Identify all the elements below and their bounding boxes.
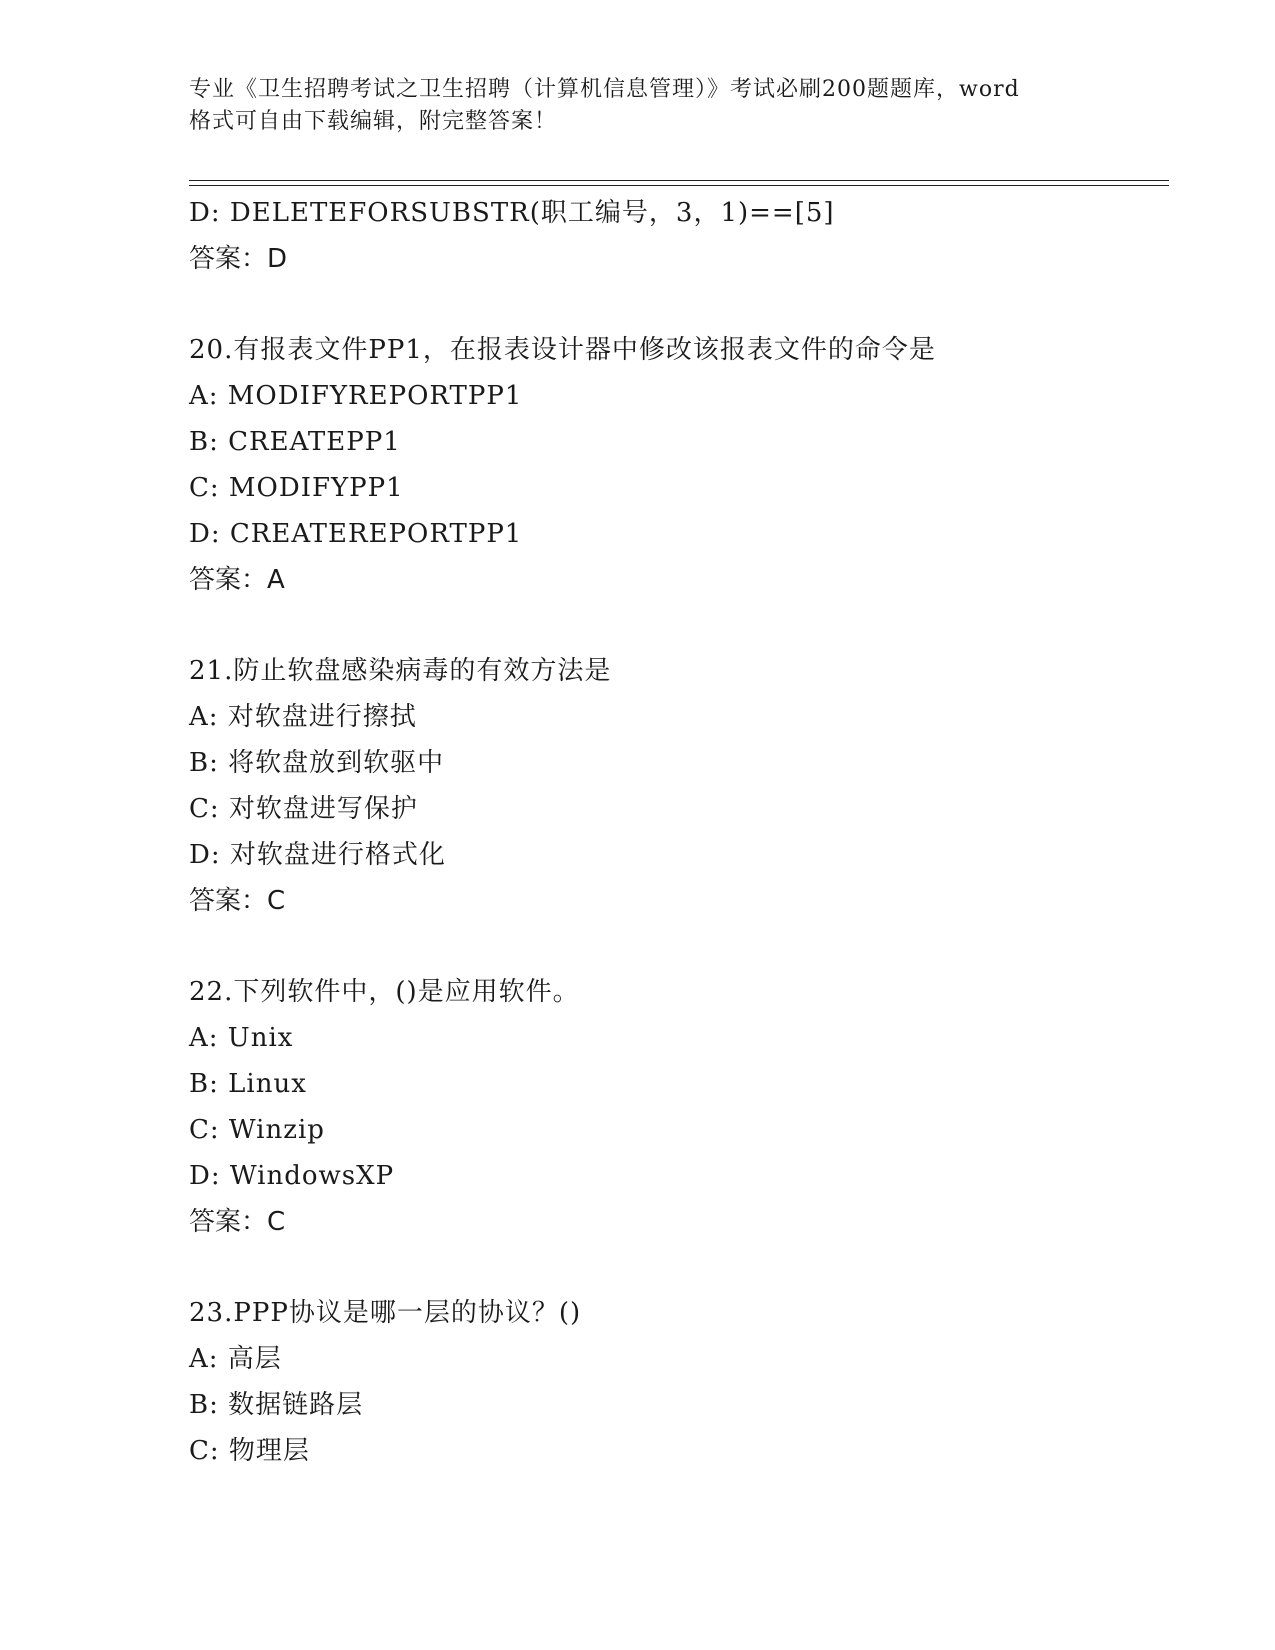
question-stem: 21.防止软盘感染病毒的有效方法是 [189, 656, 612, 686]
answer-line: 答案：C [189, 1207, 286, 1237]
option-a: A: Unix [189, 1023, 294, 1053]
question-22 [189, 969, 1169, 1245]
question-21 [189, 648, 1169, 924]
option-c: C: MODIFYPP1 [189, 473, 404, 503]
option-d: D: 对软盘进行格式化 [189, 840, 446, 870]
option-b: B: Linux [189, 1069, 307, 1099]
option-c: C: Winzip [189, 1115, 325, 1145]
header-divider-top [189, 180, 1169, 181]
question-stem: 20.有报表文件PP1，在报表设计器中修改该报表文件的命令是 [189, 335, 936, 365]
header-divider-bottom [189, 185, 1169, 186]
answer-line: 答案：A [189, 565, 285, 595]
question-23 [189, 1290, 1169, 1474]
question-20 [189, 327, 1169, 603]
option-a: A: 高层 [189, 1344, 282, 1374]
question-list [189, 190, 1169, 1474]
option-d: D: DELETEFORSUBSTR(职工编号，3，1)==[5] [189, 198, 835, 228]
header-line-2: 格式可自由下载编辑，附完整答案！ [189, 109, 558, 134]
question-stem: 23.PPP协议是哪一层的协议？() [189, 1298, 582, 1328]
option-a: A: MODIFYREPORTPP1 [189, 381, 523, 411]
header-line-1: 专业《卫生招聘考试之卫生招聘（计算机信息管理）》考试必刷200题题库，word [189, 77, 1020, 102]
answer-line: 答案：D [189, 244, 288, 274]
option-c: C: 对软盘进写保护 [189, 794, 418, 824]
document-header [189, 74, 1129, 138]
previous-question-tail [189, 190, 1169, 282]
option-a: A: 对软盘进行擦拭 [189, 702, 417, 732]
option-d: D: WindowsXP [189, 1161, 395, 1191]
option-d: D: CREATEREPORTPP1 [189, 519, 523, 549]
answer-line: 答案：C [189, 886, 286, 916]
option-b: B: 将软盘放到软驱中 [189, 748, 445, 778]
option-c: C: 物理层 [189, 1436, 310, 1466]
question-stem: 22.下列软件中，()是应用软件。 [189, 977, 580, 1007]
option-b: B: 数据链路层 [189, 1390, 364, 1420]
option-b: B: CREATEPP1 [189, 427, 401, 457]
